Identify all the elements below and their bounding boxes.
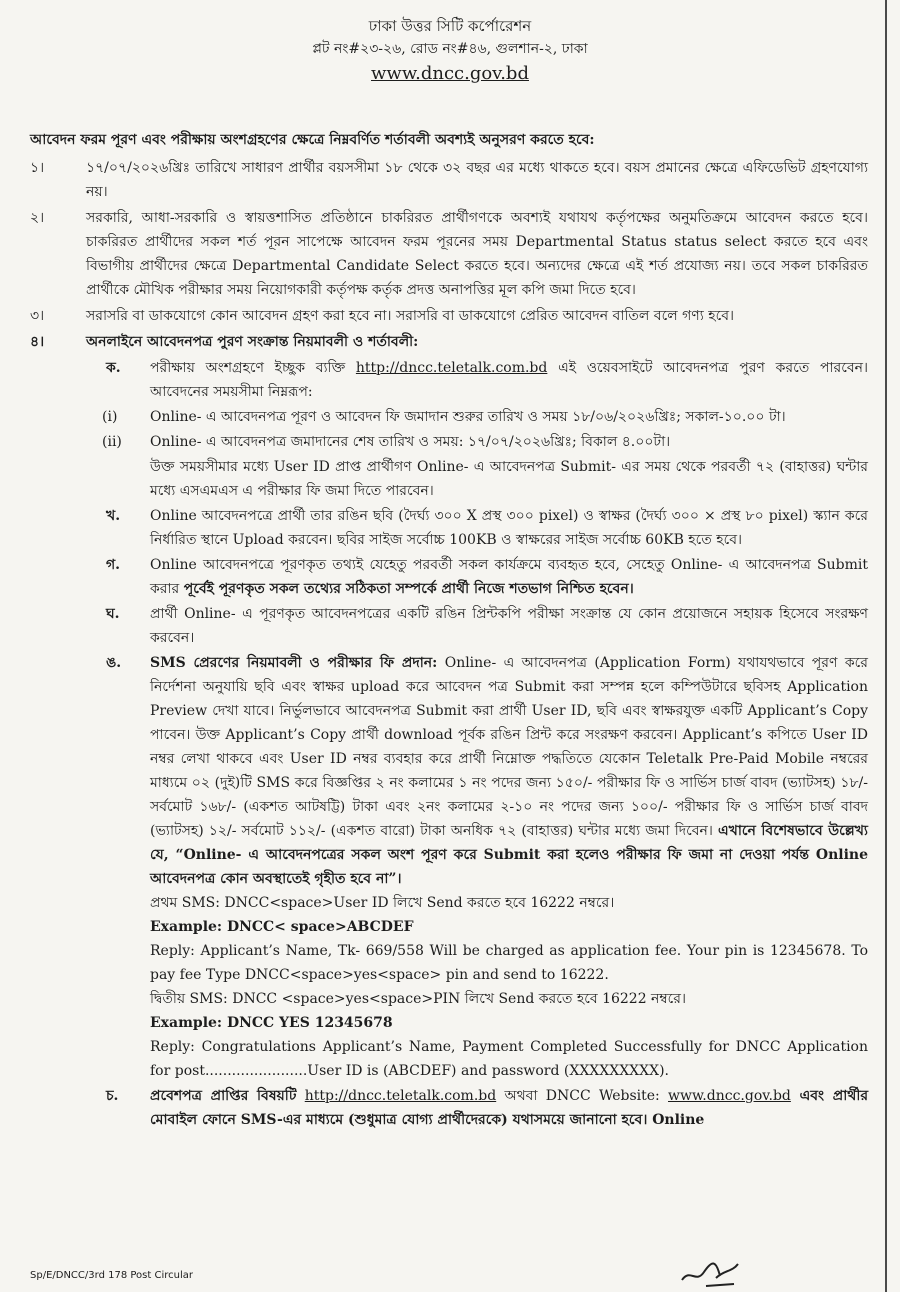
roman-text: Online- এ আবেদনপত্র পূরণ ও আবেদন ফি জমাদান শুরুর তারিখ ও সময় ১৮/০৬/২০২৬খ্রিঃ; সকাল-১০.০০ টা। bbox=[150, 409, 786, 425]
second-sms-reply: Reply: Congratulations Applicant’s Name, Payment Completed Successfully for DNCC Application for post.......................User ID is (ABCDEF) and password (XXXXXXXXX). bbox=[150, 1039, 868, 1079]
sub-item-uma bbox=[30, 651, 868, 1083]
page-edge-line bbox=[885, 0, 887, 1292]
sub-item-ga bbox=[30, 553, 868, 601]
sub-item-letter: ঘ. bbox=[106, 606, 120, 622]
item-text: সরাসরি বা ডাকযোগে কোন আবেদন গ্রহণ করা হবে না। সরাসরি বা ডাকযোগে প্রেরিত আবেদন বাতিল বলে গণ্য হবে। bbox=[86, 308, 735, 324]
item-number: ২। bbox=[30, 210, 45, 226]
sub-item-letter: খ. bbox=[106, 508, 121, 524]
first-sms: প্রথম SMS: DNCC<space>User ID লিখে Send করতে হবে 16222 নম্বরে। bbox=[150, 895, 615, 911]
sms-rules-title: SMS প্রেরণের নিয়মাবলী ও পরীক্ষার ফি প্রদান: bbox=[150, 655, 438, 671]
roman-note-text: উক্ত সময়সীমার মধ্যে User ID প্রাপ্ত প্রার্থীগণ Online- এ আবেদনপত্র Submit- এর সময় থেকে পরবর্তী ৭২ (বাহাত্তর) ঘন্টার মধ্যে এসএমএস এ পরীক্ষার ফি জমা দিতে পারবেন। bbox=[150, 459, 868, 499]
sub-item-text: পরীক্ষায় অংশগ্রহণে ইচ্ছুক ব্যক্তি bbox=[150, 360, 356, 376]
roman-number: (i) bbox=[102, 409, 118, 425]
sub-item-bold-text: পূর্বেই পূরণকৃত সকল তথ্যের সঠিকতা সম্পর্কে প্রার্থী নিজে শতভাগ নিশ্চিত হবেন। bbox=[183, 581, 634, 597]
organization-website[interactable]: www.dncc.gov.bd bbox=[371, 63, 529, 84]
second-sms-example: Example: DNCC YES 12345678 bbox=[150, 1015, 393, 1031]
sub-item-kha bbox=[30, 504, 868, 552]
roman-number: (ii) bbox=[102, 434, 122, 450]
list-item bbox=[30, 156, 868, 204]
roman-item bbox=[30, 405, 868, 429]
sub-item-letter: ক. bbox=[106, 360, 121, 376]
sub-item-letter: গ. bbox=[106, 557, 121, 573]
list-item bbox=[30, 304, 868, 328]
sub-item-gha bbox=[30, 602, 868, 650]
first-sms-example: Example: DNCC< space>ABCDEF bbox=[150, 919, 414, 935]
sub-item-text: Online আবেদনপত্রে পূরণকৃত তথ্যই যেহেতু পরবর্তী সকল কার্যক্রমে ব্যবহৃত হবে, সেহেতু Online- এ আবেদনপত্র Submit করার bbox=[150, 557, 868, 597]
list-item bbox=[30, 330, 868, 354]
signature-icon bbox=[676, 1250, 746, 1290]
teletalk-link[interactable]: http://dncc.teletalk.com.bd bbox=[304, 1088, 497, 1104]
item-text: অনলাইনে আবেদনপত্র পুরণ সংক্রান্ত নিয়মাবলী ও শর্তাবলী: bbox=[86, 334, 419, 350]
sub-item-bold-text: এখানে বিশেষভাবে উল্লেখ্য যে, “Online- এ আবেদনপত্রের সকল অংশ পূরণ করে Submit করা হলেও পরীক্ষার ফি জমা না দেওয়া পর্যন্ত Online আবেদনপত্র কোন অবস্থাতেই গৃহীত হবে না”। bbox=[150, 823, 868, 887]
item-number: ৪। bbox=[30, 334, 45, 350]
organization-name: ঢাকা উত্তর সিটি কর্পোরেশন bbox=[368, 17, 532, 35]
admit-card-title: প্রবেশপত্র প্রাপ্তির বিষয়টি bbox=[150, 1088, 297, 1104]
roman-item bbox=[30, 430, 868, 454]
sub-item-text: প্রার্থী Online- এ পূরণকৃত আবেদনপত্রের একটি রঙিন প্রিন্টকপি পরীক্ষা সংক্রান্ত যে কোন প্রয়োজনে সহায়ক হিসেবে সংরক্ষণ করবেন। bbox=[150, 606, 868, 646]
sub-item-text: Online আবেদনপত্রে প্রার্থী তার রঙিন ছবি (দৈর্ঘ্য ৩০০ X প্রস্থ ৩০০ pixel) ও স্বাক্ষর (দৈর্ঘ্য ৩০০ × প্রস্থ ৮০ pixel) স্ক্যান করে নির্ধারিত স্থানে Upload করবেন। ছবির সাইজ সর্বোচ্চ 100KB ও স্বাক্ষরের সাইজ সর্বোচ্চ 60KB হতে হবে। bbox=[150, 508, 868, 548]
sub-item-letter: চ. bbox=[106, 1088, 119, 1104]
dncc-website-link[interactable]: www.dncc.gov.bd bbox=[668, 1088, 791, 1104]
teletalk-link[interactable]: http://dncc.teletalk.com.bd bbox=[355, 360, 548, 376]
roman-note bbox=[30, 455, 868, 503]
sub-item-text: অথবা DNCC Website: bbox=[496, 1088, 669, 1104]
section-title: আবেদন ফরম পূরণ এবং পরীক্ষায় অংশগ্রহণের ক্ষেত্রে নিম্নবর্ণিত শর্তাবলী অবশ্যই অনুসরণ করতে হবে: bbox=[30, 132, 595, 148]
second-sms: দ্বিতীয় SMS: DNCC <space>yes<space>PIN লিখে Send করতে হবে 16222 নম্বরে। bbox=[150, 991, 686, 1007]
item-number: ৩। bbox=[30, 308, 45, 324]
roman-text: Online- এ আবেদনপত্র জমাদানের শেষ তারিখ ও সময়: ১৭/০৭/২০২৬খ্রিঃ; বিকাল ৪.০০টা। bbox=[150, 434, 671, 450]
list-item bbox=[30, 206, 868, 302]
item-number: ১। bbox=[30, 160, 45, 176]
first-sms-reply: Reply: Applicant’s Name, Tk- 669/558 Will be charged as application fee. Your pin is 12345678. To pay fee Type DNCC<space>yes<space> pin and send to 16222. bbox=[150, 943, 868, 983]
sub-item-bold-text: এবং প্রার্থীর মোবাইল ফোনে SMS-এর মাধ্যমে (শুধুমাত্র যোগ্য প্রার্থীদেরকে) যথাসময়ে জানানো হবে। Online bbox=[150, 1088, 869, 1128]
sub-item-letter: ঙ. bbox=[106, 655, 122, 671]
item-text: সরকারি, আধা-সরকারি ও স্বায়ত্তশাসিত প্রতিষ্ঠানে চাকরিরত প্রার্থীগণকে অবশ্যই যথাযথ কর্তৃপক্ষের অনুমতিক্রমে আবেদন করতে হবে। চাকরিরত প্রার্থীদের সকল শর্ত পূরন সাপেক্ষে আবেদন ফরম পূরনের সময় Departmental Status status select করতে হবে এবং বিভাগীয় প্রার্থীদের ক্ষেত্রে Departmental Candidate Select করতে হবে। অন্যদের ক্ষেত্রে এই শর্ত প্রযোজ্য নয়। তবে সকল চাকরিরত প্রার্থীকে মৌখিক পরীক্ষার সময় নিয়োগকারী কর্তৃপক্ষ কর্তৃক প্রদত্ত অনাপত্তির মূল কপি জমা দিতে হবে। bbox=[86, 210, 868, 298]
item-text: ১৭/০৭/২০২৬খ্রিঃ তারিখে সাধারণ প্রার্থীর বয়সসীমা ১৮ থেকে ৩২ বছর এর মধ্যে থাকতে হবে। বয়স প্রমানের ক্ষেত্রে এফিডেভিট গ্রহণযোগ্য নয়। bbox=[86, 160, 868, 200]
circular-body bbox=[30, 128, 868, 1133]
footer-reference: Sp/E/DNCC/3rd 178 Post Circular bbox=[30, 1270, 193, 1281]
document-header bbox=[0, 14, 900, 88]
sub-item-cha bbox=[30, 1084, 868, 1132]
organization-address: প্লট নং#২৩-২৬, রোড নং#৪৬, গুলশান-২, ঢাকা bbox=[312, 41, 588, 57]
sub-item-text: Online- এ আবেদনপত্র (Application Form) যথাযথভাবে পূরণ করে নির্দেশনা অনুযায়ি ছবি এবং স্বাক্ষর upload করে আবেদন পত্র Submit করা সম্পন্ন হলে কম্পিউটারে ছবিসহ Application Preview দেখা যাবে। নির্ভুলভাবে আবেদনপত্র Submit করা প্রার্থী User ID, ছবি এবং স্বাক্ষরযুক্ত একটি Applicant’s Copy পাবেন। উক্ত Applicant’s Copy প্রার্থী download পূর্বক রঙিন প্রিন্ট করে সংরক্ষণ করবেন। Applicant’s কপিতে User ID নম্বর লেখা থাকবে এবং User ID নম্বর ব্যবহার করে প্রার্থী নিম্নোক্ত পদ্ধতিতে যেকোন Teletalk Pre-Paid Mobile নম্বরের মাধ্যমে ০২ (দুই)টি SMS করে বিজ্ঞপ্তির ২ নং কলামের ১ নং পদের জন্য ১৫০/- পরীক্ষার ফি ও সার্ভিস চার্জ বাবদ (ভ্যাটসহ) ১৮/- সর্বমোট ১৬৮/- (একশত আটষট্টি) টাকা এবং ২নং কলামের ২-১০ নং পদের জন্য ১০০/- পরীক্ষার ফি ও সার্ভিস চার্জ বাবদ (ভ্যাটসহ) ১২/- সর্বমোট ১১২/- (একশত বারো) টাকা অনধিক ৭২ (বাহাত্তর) ঘন্টার মধ্যে জমা দিবেন। bbox=[150, 655, 869, 839]
sub-item-text: এই ওয়েবসাইটে আবেদনপত্র পুরণ করতে পারবেন। আবেদনের সময়সীমা নিম্নরূপ: bbox=[150, 360, 868, 400]
sub-item-ka bbox=[30, 356, 868, 404]
